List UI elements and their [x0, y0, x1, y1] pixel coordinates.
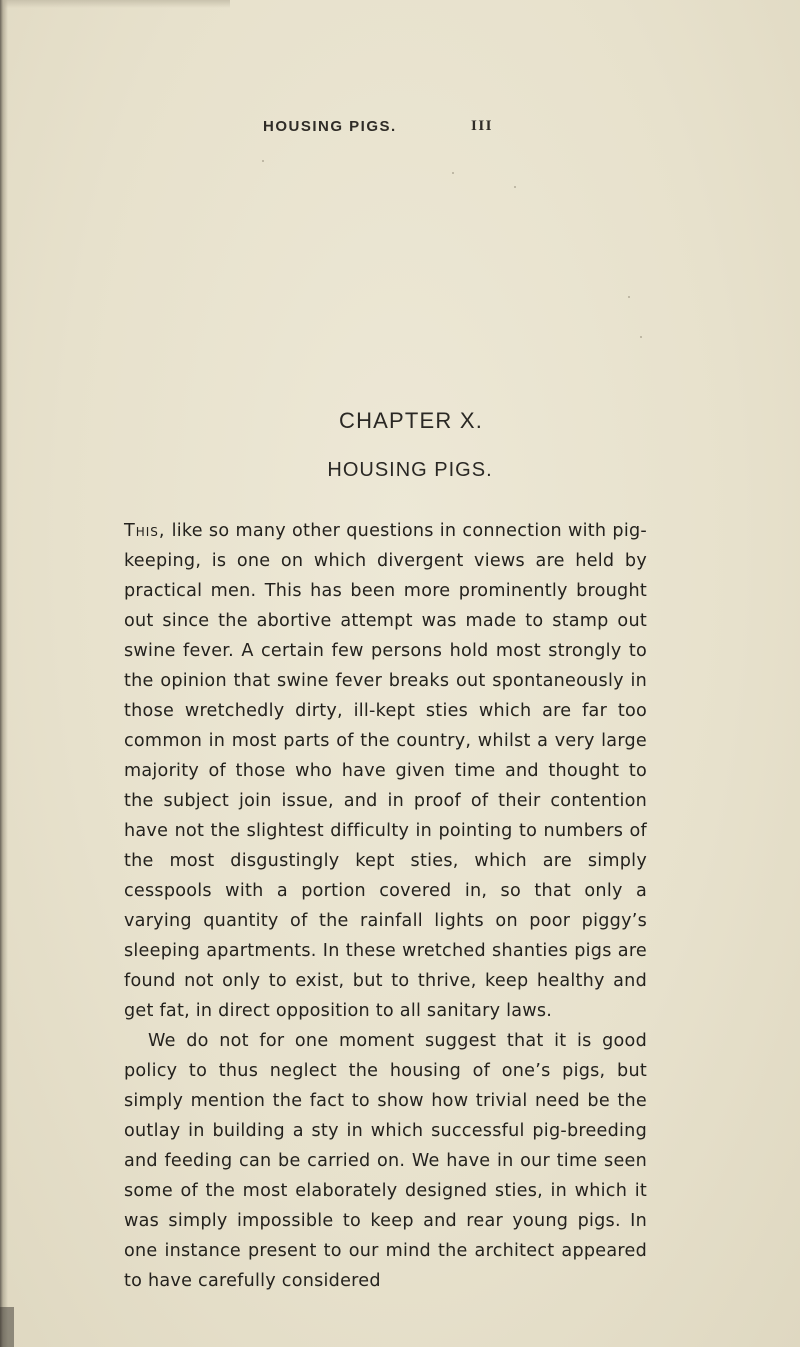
paragraph-1-text: like so many other questions in connection with pig-keeping, is one on which divergent views are held by practical men. This has been more prominently brought out since the abortive attempt was made to stamp out swine fever. A certain few persons hold most strongly to the opinion that swine fever breaks out spontaneously in those wretchedly dirty, ill-kept sties which are far too common in most parts of the country, whilst a very large majority of those who have given time and thought to the subject join issue, and in proof of their contention have not the slightest difficulty in pointing to numbers of the most disgustingly kept sties, which are simply cesspools with a portion covered in, so that only a varying quantity of the rainfall lights on poor piggy’s sleeping apartments. In these wretched shanties pigs are found not only to exist, but to thrive, keep healthy and get fat, in direct opposition to all sanitary laws.	[124, 521, 647, 1021]
running-head	[0, 118, 800, 142]
paper-speck	[262, 160, 264, 162]
paper-speck	[628, 296, 630, 298]
page-number: III	[471, 118, 494, 134]
opening-word: This,	[124, 521, 166, 541]
body-text	[124, 516, 647, 1296]
paper-speck	[640, 336, 642, 338]
page-binding-edge	[0, 0, 8, 1347]
paper-speck	[514, 186, 516, 188]
paper-speck	[452, 172, 454, 174]
page-corner-shadow	[0, 1307, 14, 1347]
chapter-number: CHAPTER X.	[338, 408, 484, 433]
page-top-edge	[0, 0, 230, 8]
paragraph-2: We do not for one moment suggest that it is good policy to thus neglect the housing of one’s pigs, but simply mention the fact to show how trivial need be the outlay in building a sty in which successful pig-breeding and feeding can be carried on. We have in our time seen some of the most elaborately designed sties, in which it was simply impossible to keep and rear young pigs. In one instance present to our mind the architect appeared to have carefully considered	[124, 1031, 647, 1291]
chapter-title: HOUSING PIGS.	[327, 459, 493, 481]
paragraph-1	[124, 516, 647, 1026]
running-head-title: HOUSING PIGS.	[263, 118, 397, 135]
